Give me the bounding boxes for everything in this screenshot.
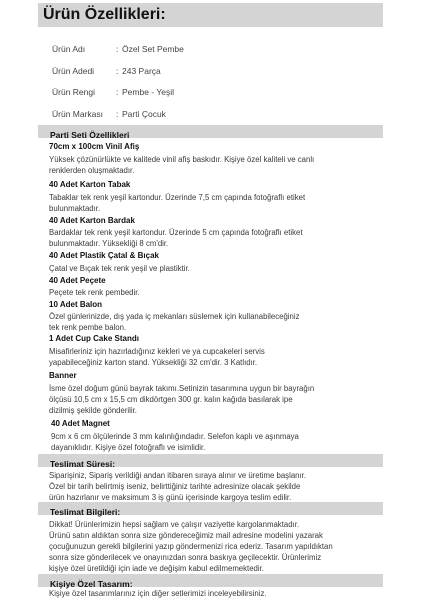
item-text: Çatal ve Bıçak tek renk yeşil ve plastiktir. [49,264,190,273]
item-text: yapabileceğiniz karton stand. Yüksekliği 32 cm'dir. 3 Katlıdır. [49,358,258,367]
item-text: Tabaklar tek renk yeşil kartondur. Üzerinde 7,5 cm çapında fotoğraflı etiket [49,193,306,202]
info-colon: : [116,44,119,54]
info-row-count [52,66,161,76]
teslimat-suresi-text: ürün hazırlanır ve maksimum 3 iş günü içerisinde kargoya teslim edilir. [49,493,292,502]
info-label: Ürün Markası [52,109,104,119]
item-text: Bardaklar tek renk yeşil kartondur. Üzerinde 5 cm çapında fotoğraflı etiket [49,228,303,237]
item-text: renklerden oluşmaktadır. [49,166,135,175]
item-title-bardak: 40 Adet Karton Bardak [49,216,135,225]
info-label: Ürün Adı [52,44,86,54]
section-heading-kisiye-ozel [38,574,383,587]
item-title-cupcake: 1 Adet Cup Cake Standı [49,334,139,343]
teslimat-bilgileri-text: kişiye özel üretildiği için iade ve değişim kabul edilmemektedir. [49,564,264,573]
teslimat-bilgileri-text: çocuğunuzun gerekli bilgilerini yazıp göndermenizi rica ederiz. Tasarım yapıldıktan [49,542,333,551]
teslimat-bilgileri-text: Dikkat! Ürünlerimizin hepsi sağlam ve çalışır vaziyette kargolanmaktadır. [49,520,300,529]
info-row-color [52,87,174,97]
item-title-catal-bicak: 40 Adet Plastik Çatal & Bıçak [49,251,159,260]
item-text: bulunmaktadır. Yüksekliği 8 cm'dir. [49,239,169,248]
item-text: 9cm x 6 cm ölçülerinde 3 mm kalınlığındadır. Selefon kaplı ve aşınmaya [51,432,299,441]
teslimat-suresi-text: Özel bir tarih belirtmiş iseniz, belirttiğiniz tarihte adresinize olacak şekilde [49,482,301,491]
item-title-pecete: 40 Adet Peçete [49,276,106,285]
item-text: İsme özel doğum günü bayrak takımı.Setinizin tasarımına uygun bir bayrağın [49,384,315,393]
info-colon: : [116,109,119,119]
teslimat-bilgileri-text: Ürünü satın aldıktan sonra size göndereceğimiz mail adresine modelini yazarak [49,531,323,540]
info-colon: : [116,66,119,76]
item-title-magnet: 40 Adet Magnet [51,419,110,428]
section-heading-teslimat-suresi [38,454,383,467]
info-label: Ürün Rengi [52,87,95,97]
item-title-banner: Banner [49,371,77,380]
teslimat-bilgileri-text: sonra size gönderilecek ve onayınızdan sonra baskıya geçilecektir. Ürünlerimiz [49,553,322,562]
page-title: Ürün Özellikleri: [43,6,166,23]
info-row-name [52,44,184,54]
item-text: dizilmiş şekilde gönderilir. [49,406,137,415]
item-text: Yüksek çözünürlükte ve kalitede vinil afiş baskıdır. Kişiye özel kaliteli ve canlı [49,155,315,164]
info-value: 243 Parça [122,66,161,76]
item-title-balon: 10 Adet Balon [49,300,103,309]
page-title-bar [38,3,383,27]
info-value: Pembe - Yeşil [122,87,174,97]
section-heading-text: Kişiye Özel Tasarım: [50,579,133,589]
info-colon: : [116,87,119,97]
section-heading-parti-seti [38,125,383,138]
item-text: dayanıklıdır. Kişiye özel fotoğraflı ve isimlidir. [51,443,206,452]
teslimat-suresi-text: Siparişiniz, Sipariş verildiği andan itibaren sıraya alınır ve üretime başlanır. [49,471,306,480]
section-heading-teslimat-bilgileri [38,502,383,515]
item-title-afis: 70cm x 100cm Vinil Afiş [49,142,140,151]
info-value: Özel Set Pembe [122,44,184,54]
item-text: Özel günlerinizde, dış yada iç mekanları süslemek için kullanabileceğiniz [49,312,300,321]
section-heading-text: Parti Seti Özellikleri [50,130,130,140]
kisiye-ozel-text: Kişiye özel tasarımlarınız için diğer setlerimizi inceleyebilirsiniz. [49,589,267,598]
info-label: Ürün Adedi [52,66,95,76]
item-text: Peçete tek renk pembedir. [49,288,140,297]
item-text: tek renk pembe balon. [49,323,127,332]
section-heading-text: Teslimat Süresi: [50,459,116,469]
item-text: ölçüsü 10,5 cm x 15,5 cm dikdörtgen 300 gr. kalın kağıda basılarak ipe [49,395,293,404]
info-value: Parti Çocuk [122,109,166,119]
item-text: bulunmaktadır. [49,204,101,213]
section-heading-text: Teslimat Bilgileri: [50,507,121,517]
item-title-tabak: 40 Adet Karton Tabak [49,180,131,189]
info-row-brand [52,109,166,119]
item-text: Misafirleriniz için hazırladığınız kekleri ve ya cupcakeleri servis [49,347,265,356]
